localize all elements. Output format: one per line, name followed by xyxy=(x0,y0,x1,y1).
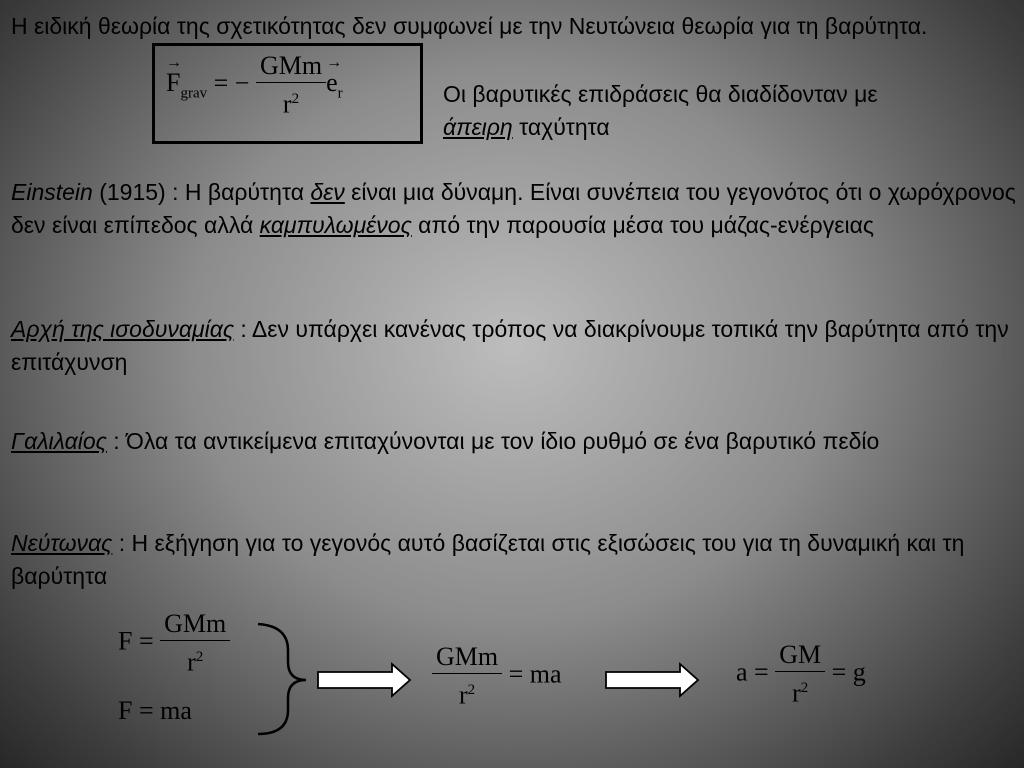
gmm-over-r2-fraction: $\frac{\text{GMm}}{r^2}$ xyxy=(256,52,326,119)
intro-text: Η ειδική θεωρία της σχετικότητας δεν συμφωνεί με την Νευτώνεια θεωρία για τη βαρύτητα. xyxy=(11,13,928,39)
acceleration-equation: a = $\frac{GM}{r^2}$ = g xyxy=(736,640,866,708)
galileo-paragraph: Γαλιλαίος : Όλα τα αντικείμενα επιταχύνονται με τον ίδιο ρυθμό σε ένα βαρυτικό πεδίο xyxy=(11,428,880,454)
implies-arrow-icon-1 xyxy=(318,664,410,696)
gravity-force-equation: F = $\frac{\text{GMm}}{r^2}$ xyxy=(118,610,230,677)
right-brace-icon xyxy=(258,624,306,734)
newton-second-law-equation: F = ma xyxy=(118,696,192,725)
newton-gravity-formula: → $F_{grav}$ = − $\frac{\text{GMm}}{r^2}$ → $e_r$ xyxy=(166,52,343,119)
einstein-paragraph: Einstein (1915) : Η βαρύτητα δεν είναι μια δύναμη. Είναι συνέπεια του γεγονότος ότι ο χωρόχρονος δεν είναι επίπεδος αλλά καμπυλωμένος από την παρουσία μέσα του μάζας-ενέργειας xyxy=(11,179,1016,238)
equals-minus: = − xyxy=(213,68,250,98)
force-equality-equation: $\frac{\text{GMm}}{r^2}$ = ma xyxy=(432,643,562,710)
newton-paragraph: Νεύτωνας : Η εξήγηση για το γεγονός αυτό βασίζεται στις εξισώσεις του για τη δυναμική και τη βαρύτητα xyxy=(11,530,965,589)
infinite-speed-note: Οι βαρυτικές επιδράσεις θα διαδίδονταν με άπειρη ταχύτητα xyxy=(443,81,878,140)
equivalence-principle-paragraph: Αρχή της ισοδυναμίας : Δεν υπάρχει κανένας τρόπος να διακρίνουμε τοπικά την βαρύτητα από την επιτάχυνση xyxy=(11,316,1009,375)
force-vector-symbol: → F xyxy=(166,68,180,98)
radial-unit-vector: → e xyxy=(326,68,338,98)
implies-arrow-icon-2 xyxy=(606,664,698,696)
